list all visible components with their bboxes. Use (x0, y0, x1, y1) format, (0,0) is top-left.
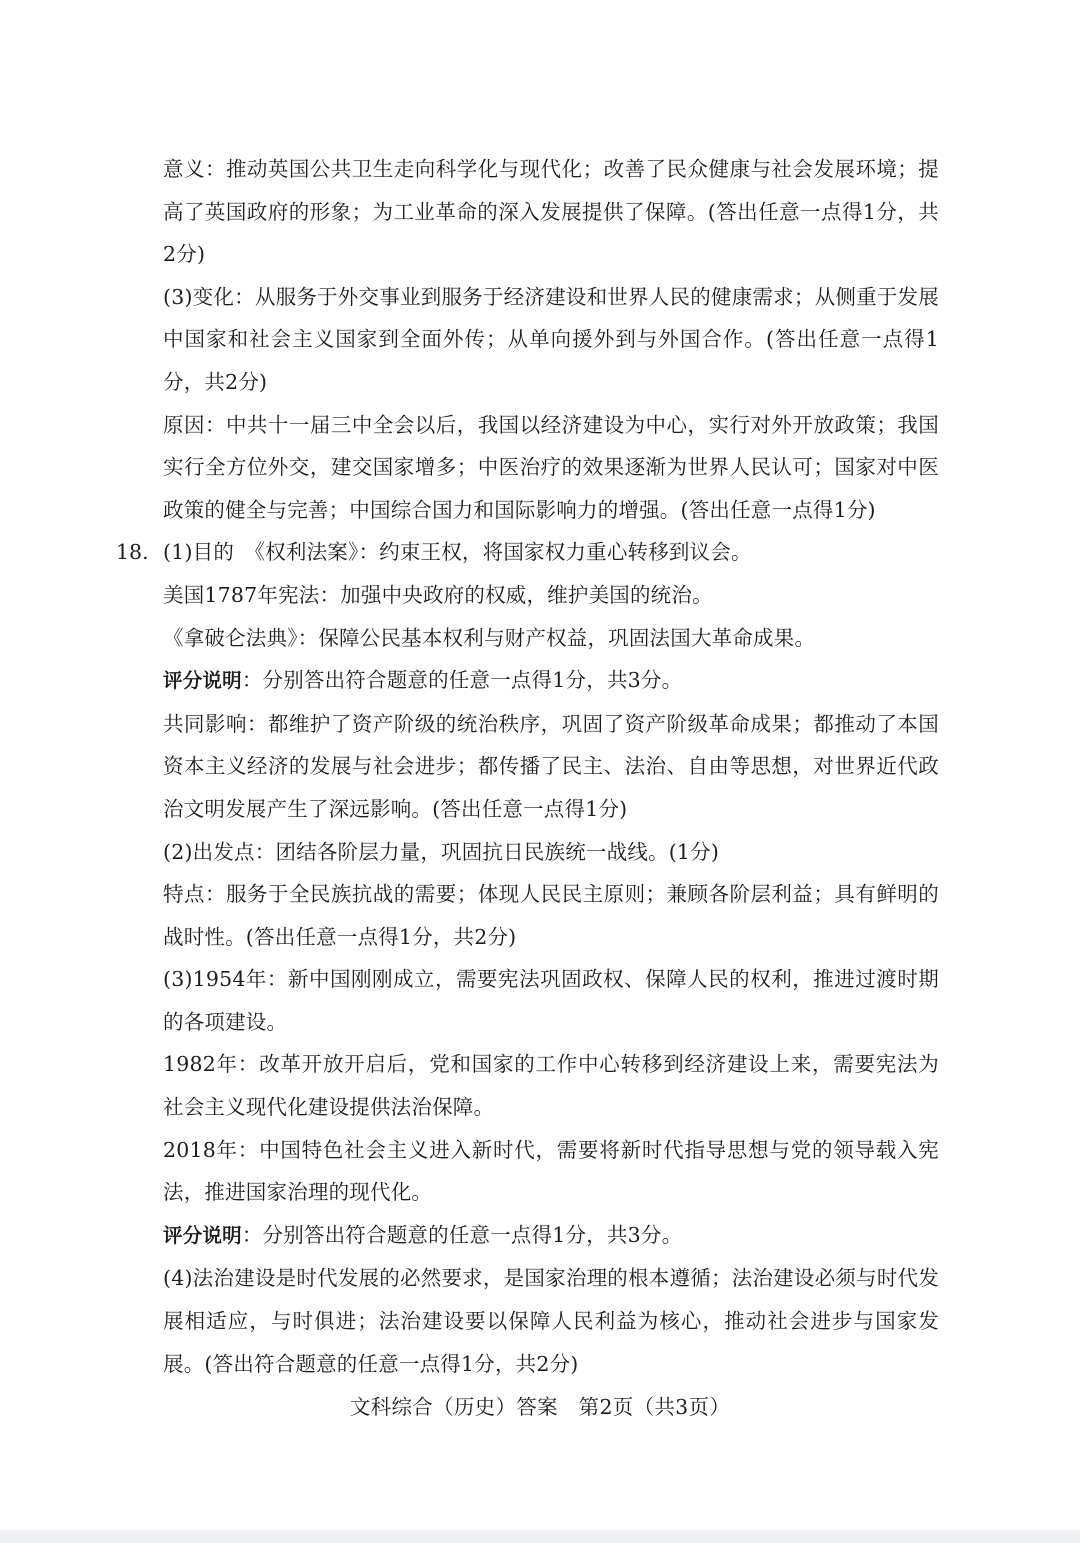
q18-1-common-effect: 共同影响：都维护了资产阶级的统治秩序，巩固了资产阶级革命成果；都推动了本国资本主义经济的发展与社会进步；都传播了民主、法治、自由等思想，对世界近代政治文明发展产生了深远影响。(答出任意一点得1分) (163, 711, 939, 821)
paragraph-significance: 意义：推动英国公共卫生走向科学化与现代化；改善了民众健康与社会发展环境；提高了英国政府的形象；为工业革命的深入发展提供了保障。(答出任意一点得1分，共2分) (163, 157, 939, 267)
question-number: 18. (116, 540, 149, 565)
grading-note-1 (163, 659, 939, 703)
page-footer: 文科综合（历史）答案 第2页（共3页） (349, 1395, 731, 1419)
grading-note-2 (163, 1214, 939, 1258)
paragraph-q17-3-changes: (3)变化：从服务于外交事业到服务于经济建设和世界人民的健康需求；从侧重于发展中国家和社会主义国家到全面外传；从单向援外到与外国合作。(答出任意一点得1分，共2分) (163, 284, 939, 394)
grading-note-text: ：分别答出符合题意的任意一点得1分，共3分。 (241, 668, 683, 693)
answer-content (116, 148, 939, 1385)
question-18-block (116, 531, 939, 574)
q18-1-us-constitution: 美国1787年宪法：加强中央政府的权威，维护美国的统治。 (163, 582, 713, 607)
bottom-divider-band (0, 1530, 1080, 1543)
q18-2-starting-point: (2)出发点：团结各阶层力量，巩固抗日民族统一战线。(1分) (163, 839, 720, 864)
q18-1-napoleonic-code: 《拿破仑法典》：保障公民基本权利与财产权益，巩固法国大革命成果。 (163, 625, 816, 650)
q18-3-1954: (3)1954年：新中国刚刚成立，需要宪法巩固政权、保障人民的权利，推进过渡时期的各项建设。 (163, 967, 939, 1034)
q18-2-features: 特点：服务于全民族抗战的需要；体现人民民主原则；兼顾各阶层利益；具有鲜明的战时性。(答出任意一点得1分，共2分) (163, 882, 939, 949)
q18-3-2018: 2018年：中国特色社会主义进入新时代，需要将新时代指导思想与党的领导载入宪法，推进国家治理的现代化。 (163, 1137, 939, 1205)
grading-note-text: ：分别答出符合题意的任意一点得1分，共3分。 (241, 1222, 683, 1247)
grading-note-label: 评分说明 (163, 1223, 242, 1247)
grading-note-label: 评分说明 (163, 669, 242, 693)
q18-4-rule-of-law: (4)法治建设是时代发展的必然要求，是国家治理的根本遵循；法治建设必须与时代发展相适应，与时俱进；法治建设要以保障人民利益为核心，推动社会进步与国家发展。(答出符合题意的任意一点得1分，共2分) (163, 1266, 939, 1376)
q18-1-bill-of-rights: (1)目的 《权利法案》：约束王权，将国家权力重心转移到议会。 (163, 540, 752, 565)
paragraph-q17-3-reasons: 原因：中共十一届三中全会以后，我国以经济建设为中心，实行对外开放政策；我国实行全方位外交，建交国家增多；中医治疗的效果逐渐为世界人民认可；国家对中医政策的健全与完善；中国综合国力和国际影响力的增强。(答出任意一点得1分) (163, 412, 939, 522)
q18-3-1982: 1982年：改革开放开启后，党和国家的工作中心转移到经济建设上来，需要宪法为社会主义现代化建设提供法治保障。 (163, 1052, 939, 1120)
